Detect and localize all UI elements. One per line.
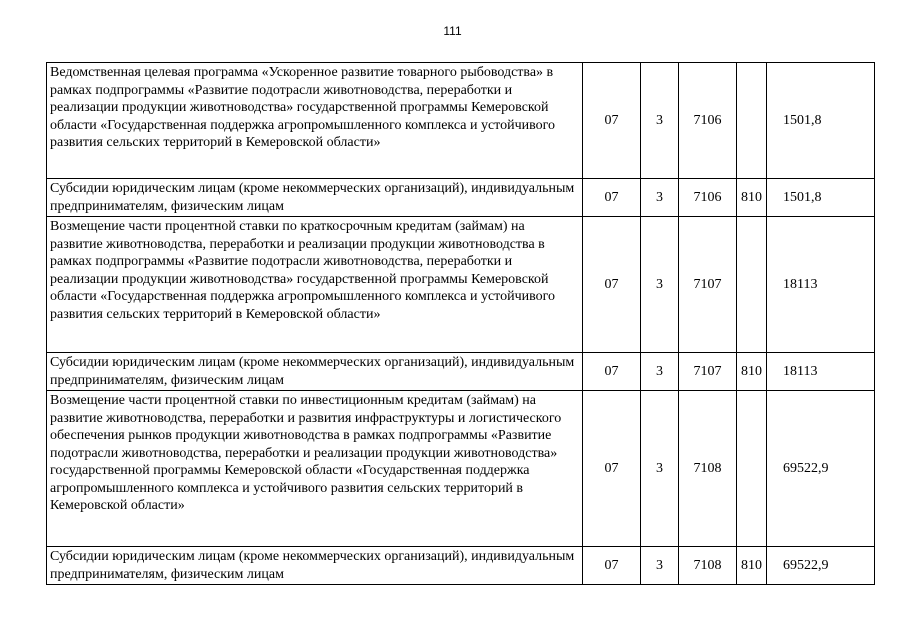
target-cell: 7108 <box>679 547 737 585</box>
page-number: 111 <box>443 24 462 38</box>
subsection-cell: 3 <box>641 179 679 217</box>
amount-cell: 18113 <box>767 353 875 391</box>
subsection-cell: 3 <box>641 353 679 391</box>
subsection-cell: 3 <box>641 391 679 547</box>
section-cell: 07 <box>583 391 641 547</box>
section-cell: 07 <box>583 63 641 179</box>
budget-table <box>46 62 875 585</box>
amount-cell: 69522,9 <box>767 547 875 585</box>
row-description: Возмещение части процентной ставки по инвестиционным кредитам (займам) на развитие животноводства, переработки и развития инфраструктуры и логистического обеспечения рынков продукции животноводства в рамках подпрограммы «Развитие подотрасли животноводства, переработки и реализации продукции животноводства» государственной программы Кемеровской области «Государственная поддержка агропромышленного комплекса и устойчивого развития сельских территорий в Кемеровской области» <box>47 391 583 547</box>
row-description: Возмещение части процентной ставки по краткосрочным кредитам (займам) на развитие животноводства, переработки и реализации продукции животноводства в рамках подпрограммы «Развитие подотрасли животноводства, переработки и реализации продукции животноводства» государственной программы Кемеровской области «Государственная поддержка агропромышленного комплекса и устойчивого развития сельских территорий в Кемеровской области» <box>47 217 583 353</box>
amount-cell: 18113 <box>767 217 875 353</box>
table-row <box>47 217 875 353</box>
section-cell: 07 <box>583 547 641 585</box>
target-cell: 7107 <box>679 353 737 391</box>
amount-cell: 69522,9 <box>767 391 875 547</box>
section-cell: 07 <box>583 217 641 353</box>
section-cell: 07 <box>583 353 641 391</box>
kind-cell: 810 <box>737 353 767 391</box>
table-row <box>47 179 875 217</box>
table-row <box>47 63 875 179</box>
target-cell: 7108 <box>679 391 737 547</box>
kind-cell: 810 <box>737 547 767 585</box>
subsection-cell: 3 <box>641 217 679 353</box>
target-cell: 7106 <box>679 63 737 179</box>
subsection-cell: 3 <box>641 547 679 585</box>
row-description: Субсидии юридическим лицам (кроме некоммерческих организаций), индивидуальным предпринимателям, физическим лицам <box>47 547 583 585</box>
section-cell: 07 <box>583 179 641 217</box>
kind-cell <box>737 217 767 353</box>
table-row <box>47 353 875 391</box>
amount-cell: 1501,8 <box>767 63 875 179</box>
kind-cell: 810 <box>737 179 767 217</box>
amount-cell: 1501,8 <box>767 179 875 217</box>
table-row <box>47 547 875 585</box>
row-description: Ведомственная целевая программа «Ускоренное развитие товарного рыбоводства» в рамках подпрограммы «Развитие подотрасли животноводства, переработки и реализации продукции животноводства» государственной программы Кемеровской области «Государственная поддержка агропромышленного комплекса и устойчивого развития сельских территорий в Кемеровской области» <box>47 63 583 179</box>
table-row <box>47 391 875 547</box>
row-description: Субсидии юридическим лицам (кроме некоммерческих организаций), индивидуальным предпринимателям, физическим лицам <box>47 179 583 217</box>
subsection-cell: 3 <box>641 63 679 179</box>
row-description: Субсидии юридическим лицам (кроме некоммерческих организаций), индивидуальным предпринимателям, физическим лицам <box>47 353 583 391</box>
target-cell: 7106 <box>679 179 737 217</box>
target-cell: 7107 <box>679 217 737 353</box>
kind-cell <box>737 63 767 179</box>
kind-cell <box>737 391 767 547</box>
